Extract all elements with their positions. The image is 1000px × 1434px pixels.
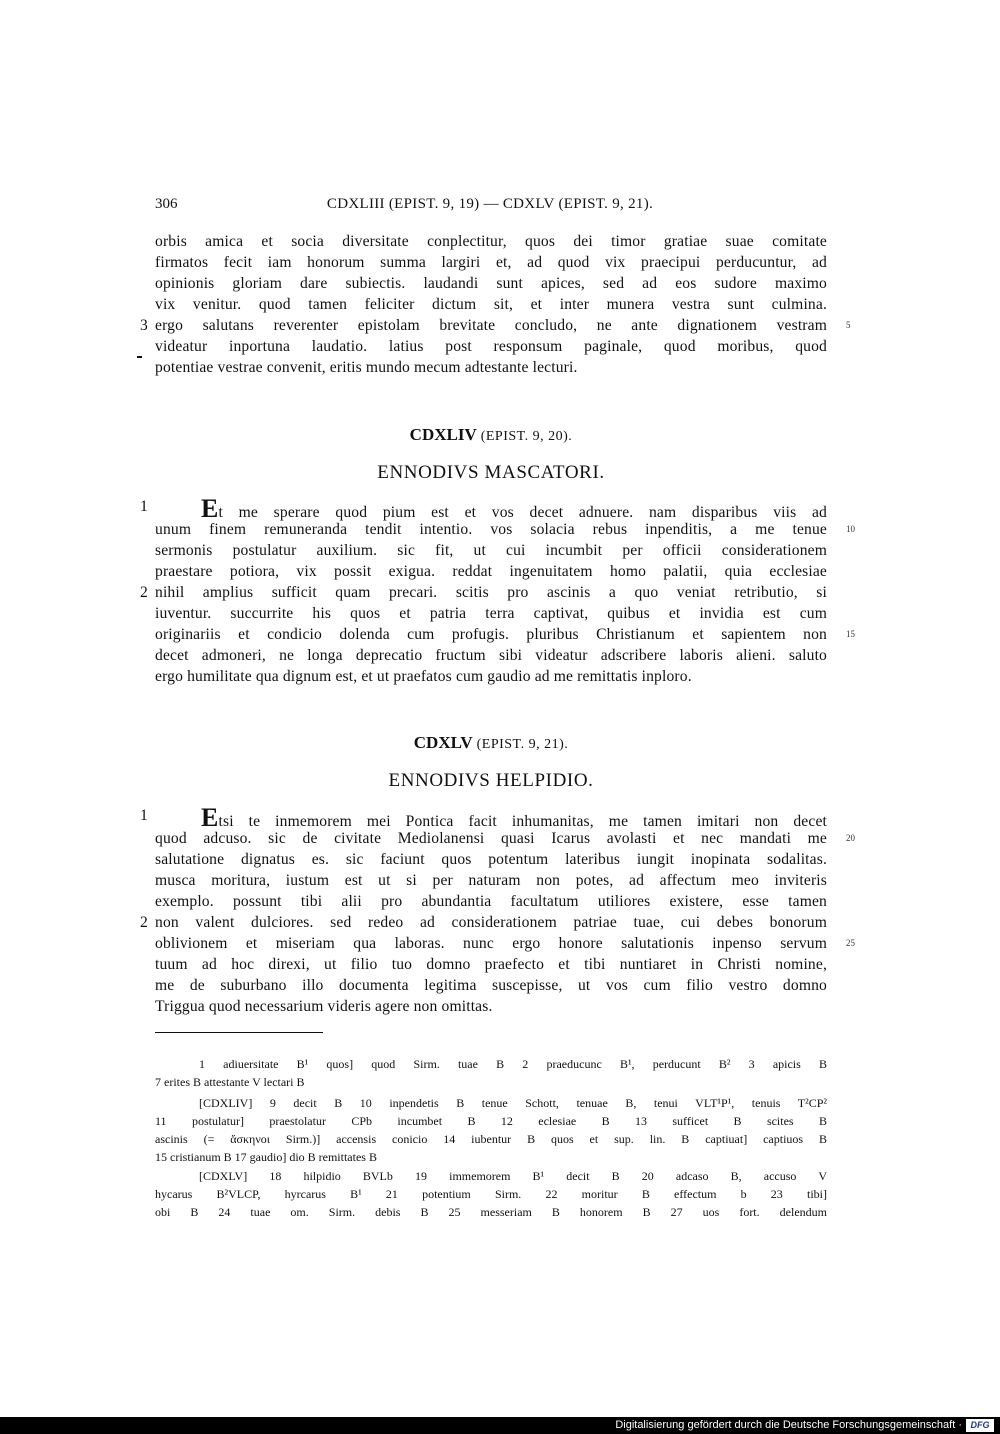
paragraph-number: 3 [140,317,148,334]
epist-reference: (EPIST. 9, 20). [480,429,573,444]
footnote-line: [CDXLV] 18 hilpidio BVLb 19 immemorem B¹ decit B 20 adcaso B, accuso V [199,1169,827,1183]
text-line: ergo humilitate qua dignum est, et ut praefatos cum gaudio ad me remittatis inploro. [155,668,692,685]
text-line [155,803,827,832]
line-number: 20 [846,833,855,843]
line-number: 10 [846,524,855,534]
footnote-line: hycarus B²VLCP, hyrcarus B¹ 21 potentium Sirm. 22 moritur B effectum b 23 tibi] [155,1187,827,1201]
text-line-content: tsi te inmemorem mei Pontica facit inhumanitas, me tamen imitari non decet [218,813,827,830]
text-line: firmatos fecit iam honorum summa largiri et, ad quod vix praecipui perducuntur, ad [155,254,827,271]
letter-number-heading [155,733,827,753]
footnote-line: ascinis (= ἄσκηνοι Sirm.)] accensis conicio 14 iubentur B quos et sup. lin. B captiuat] captiuos B [155,1132,827,1146]
epist-reference: (EPIST. 9, 21). [476,737,569,752]
text-line: potentiae vestrae convenit, eritis mundo mecum adtestante lecturi. [155,359,578,376]
running-head-title: CDXLIII (EPIST. 9, 19) — CDXLV (EPIST. 9, 21). [326,196,654,212]
digitization-footer [0,1417,1000,1434]
letter-number: CDXLV [413,733,473,752]
dfg-logo: DFG [966,1419,994,1432]
paragraph-number: 1 [140,807,148,824]
footnote-line: [CDXLIV] 9 decit B 10 inpendetis B tenue Schott, tenuae B, tenui VLT¹P¹, tenuis T²CP² [199,1096,827,1110]
page-number: 306 [155,196,178,212]
running-head [155,196,825,218]
footnote-line: 7 erites B attestante V lectari B [155,1075,305,1089]
text-line: vix venitur. quod tamen feliciter dictum sit, et inter munera vestra sunt culmina. [155,296,827,313]
text-line [155,494,827,523]
text-line: unum finem remuneranda tendit intentio. vos solacia rebus inpenditis, a me tenue [155,521,827,538]
footnote-line: obi B 24 tuae om. Sirm. debis B 25 messeriam B honorem B 27 uos fort. delendum [155,1205,827,1219]
text-line: opinionis gloriam dare subiectis. laudandi sunt apices, sed ad eos sudore maximo [155,275,827,292]
text-line: quod adcuso. sic de civitate Mediolanensi quasi Icarus avolasti et nec mandati me [155,830,827,847]
letter-number: CDXLIV [409,425,477,444]
footnote-line: 15 cristianum B 17 gaudio] dio B remittates B [155,1150,377,1164]
text-line: exemplo. possunt tibi alii pro abundantia facultatum utiliores existere, esse tamen [155,893,827,910]
text-line: me de suburbano illo documenta legitima suscepisse, ut vos cum filio vestro domno [155,977,827,994]
text-line-content: t me sperare quod pium est et vos decet adnuere. nam disparibus viis ad [218,504,827,521]
text-line: decet admoneri, ne longa deprecatio fructum sibi videatur adscribere laboris alieni. saluto [155,647,827,664]
text-line: nihil amplius sufficit quam precari. scitis pro ascinis a quo veniat retributio, si [155,584,827,601]
text-line: videatur inportuna laudatio. latius post responsum paginale, quod moribus, quod [155,338,827,355]
paragraph-number: 2 [140,584,148,601]
text-line: musca moritura, iustum est ut si per naturam non potes, ad affectum meo inviteris [155,872,827,889]
text-line: tuum ad hoc direxi, ut filio tuo domno praefecto et tibi nuntiaret in Christi nomine, [155,956,827,973]
footer-text: Digitalisierung gefördert durch die Deutsche Forschungsgemeinschaft · [615,1419,962,1431]
text-line: oblivionem et miseriam qua laboras. nunc ergo honore salutationis inpenso servum [155,935,827,952]
line-number: 15 [846,629,855,639]
drop-cap: E [201,494,219,523]
text-line: originariis et condicio dolenda cum profugis. pluribus Christianum et sapientem non [155,626,827,643]
text-line: sermonis postulatur auxilium. sic fit, ut cui incumbit per officii considerationem [155,542,827,559]
footnote-line: 11 postulatur] praestolatur CPb incumbet B 12 eclesiae B 13 sufficet B scites B [155,1114,827,1128]
footnote-rule [155,1032,323,1033]
letter-address: ENNODIVS MASCATORI. [377,462,605,483]
letter-address: ENNODIVS HELPIDIO. [388,770,594,791]
line-number: 25 [846,938,855,948]
letter-number-heading [155,425,827,445]
text-line: ergo salutans reverenter epistolam brevitate concludo, ne ante dignationem vestram [155,317,827,334]
text-line: orbis amica et socia diversitate conplectitur, quos dei timor gratiae suae comitate [155,233,827,250]
line-number: 5 [846,320,851,330]
drop-cap: E [201,803,219,832]
text-line: Triggua quod necessarium videris agere non omittas. [155,998,493,1015]
text-line: salutatione dignatus es. sic faciunt quos potentum lateribus iungit inopinata sodalitas. [155,851,827,868]
text-line: iuventur. succurrite his quos et patria terra captivat, quibus et invidia est cum [155,605,827,622]
paragraph-number: 2 [140,914,148,931]
margin-mark [137,356,142,358]
text-line: praestare potiora, vix possit exigua. reddat ingenuitatem homo palatii, quia ecclesiae [155,563,827,580]
paragraph-number: 1 [140,498,148,515]
footnote-line: 1 adiuersitate B¹ quos] quod Sirm. tuae B 2 praeducunc B¹, perducunt B² 3 apicis B [199,1057,827,1071]
text-line: non valent dulciores. sed redeo ad considerationem patriae tuae, cui debes bonorum [155,914,827,931]
